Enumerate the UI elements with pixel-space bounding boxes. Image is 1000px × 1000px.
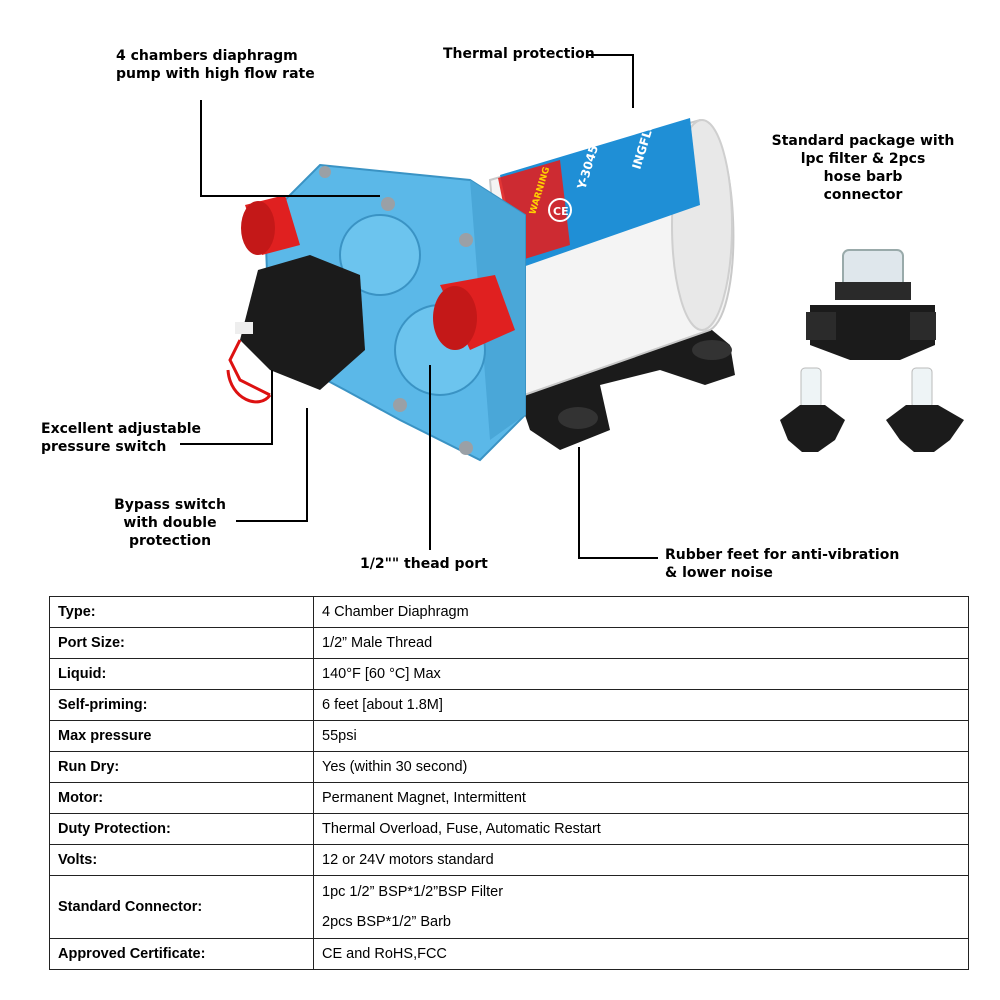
- spec-key: Standard Connector:: [50, 876, 314, 939]
- spec-key: Duty Protection:: [50, 814, 314, 845]
- pump-label-warning: WARNING: [528, 165, 553, 216]
- callout-line: Rubber feet for anti-vibration: [665, 547, 900, 563]
- spec-value-line: 4 Chamber Diaphragm: [322, 604, 469, 620]
- callout-rubber-feet: [665, 546, 899, 582]
- spec-table: [49, 596, 969, 970]
- screw-icon: [459, 233, 473, 247]
- spec-value-line: 140°F [60 °C] Max: [322, 666, 441, 682]
- spec-value: [314, 597, 969, 628]
- spec-key: Motor:: [50, 783, 314, 814]
- spec-value-line: 6 feet [about 1.8M]: [322, 697, 443, 713]
- spec-value: [314, 721, 969, 752]
- spec-value: [314, 814, 969, 845]
- screw-icon: [459, 441, 473, 455]
- callout-bypass-switch: [104, 496, 236, 550]
- screw-icon: [393, 398, 407, 412]
- callout-line: pressure switch: [41, 439, 167, 455]
- spec-value-line: 2pcs BSP*1/2” Barb: [322, 914, 451, 930]
- spec-value: [314, 628, 969, 659]
- callout-line: Excellent adjustable: [41, 421, 202, 437]
- leader-line: [200, 100, 202, 197]
- callout-pressure-switch: [41, 420, 201, 456]
- callout-line: Standard package with: [771, 133, 955, 149]
- spec-value: [314, 659, 969, 690]
- spec-value-line: 55psi: [322, 728, 357, 744]
- ce-mark-icon: CE: [553, 205, 569, 218]
- spec-value: [314, 939, 969, 970]
- spec-key: Approved Certificate:: [50, 939, 314, 970]
- pump-label-brand: INGFLO: [629, 118, 658, 171]
- leader-line: [236, 520, 308, 522]
- spec-row: [50, 814, 969, 845]
- screw-icon: [319, 166, 331, 178]
- spec-row: [50, 939, 969, 970]
- spec-value: [314, 783, 969, 814]
- spec-value: [314, 690, 969, 721]
- spec-value-line: CE and RoHS,FCC: [322, 946, 447, 962]
- spec-key: Port Size:: [50, 628, 314, 659]
- callout-thread-port: 1/2"" thead port: [360, 556, 488, 572]
- callout-line: hose barb: [823, 169, 903, 185]
- leader-line: [200, 195, 380, 197]
- pump-label-model: Y-3045S1R: [574, 118, 609, 191]
- leader-line: [578, 557, 658, 559]
- leader-line: [578, 447, 580, 559]
- spec-value-line: 12 or 24V motors standard: [322, 852, 494, 868]
- spec-key: Liquid:: [50, 659, 314, 690]
- leader-line: [588, 54, 634, 56]
- spec-row: [50, 690, 969, 721]
- leader-line: [429, 365, 431, 550]
- callout-standard-package: [768, 132, 958, 204]
- spec-value: [314, 876, 969, 939]
- spec-value-line: 1pc 1/2” BSP*1/2”BSP Filter: [322, 884, 504, 900]
- callout-line: pump with high flow rate: [116, 66, 315, 82]
- callout-line: lpc filter & 2pcs: [800, 151, 926, 167]
- spec-row: [50, 783, 969, 814]
- spec-row: [50, 721, 969, 752]
- spec-row: [50, 845, 969, 876]
- spec-value-line: Thermal Overload, Fuse, Automatic Restart: [322, 821, 601, 837]
- screw-icon: [381, 197, 395, 211]
- leader-line: [306, 408, 308, 522]
- callout-line: 4 chambers diaphragm: [116, 48, 298, 64]
- spec-key: Run Dry:: [50, 752, 314, 783]
- spec-value: [314, 845, 969, 876]
- spec-row: [50, 628, 969, 659]
- spec-row: [50, 876, 969, 939]
- filter-accessory: [806, 250, 936, 360]
- callout-line: protection: [128, 533, 212, 549]
- callout-thermal-protection: Thermal protection: [443, 46, 595, 62]
- leader-line: [271, 370, 273, 445]
- spec-key: Volts:: [50, 845, 314, 876]
- spec-value: [314, 752, 969, 783]
- callout-line: & lower noise: [665, 565, 773, 581]
- hose-barb-connector: [780, 368, 964, 452]
- spec-key: Max pressure: [50, 721, 314, 752]
- callout-line: connector: [823, 187, 903, 203]
- callout-chambers: [116, 47, 315, 83]
- spec-key: Type:: [50, 597, 314, 628]
- spec-value-line: Permanent Magnet, Intermittent: [322, 790, 526, 806]
- callout-line: Bypass switch: [114, 497, 226, 513]
- spec-row: [50, 752, 969, 783]
- spec-row: [50, 659, 969, 690]
- spec-value-line: Yes (within 30 second): [322, 759, 468, 775]
- callout-line: with double: [123, 515, 217, 531]
- spec-row: [50, 597, 969, 628]
- spec-key: Self-priming:: [50, 690, 314, 721]
- spec-value-line: 1/2” Male Thread: [322, 635, 433, 651]
- leader-line: [632, 54, 634, 108]
